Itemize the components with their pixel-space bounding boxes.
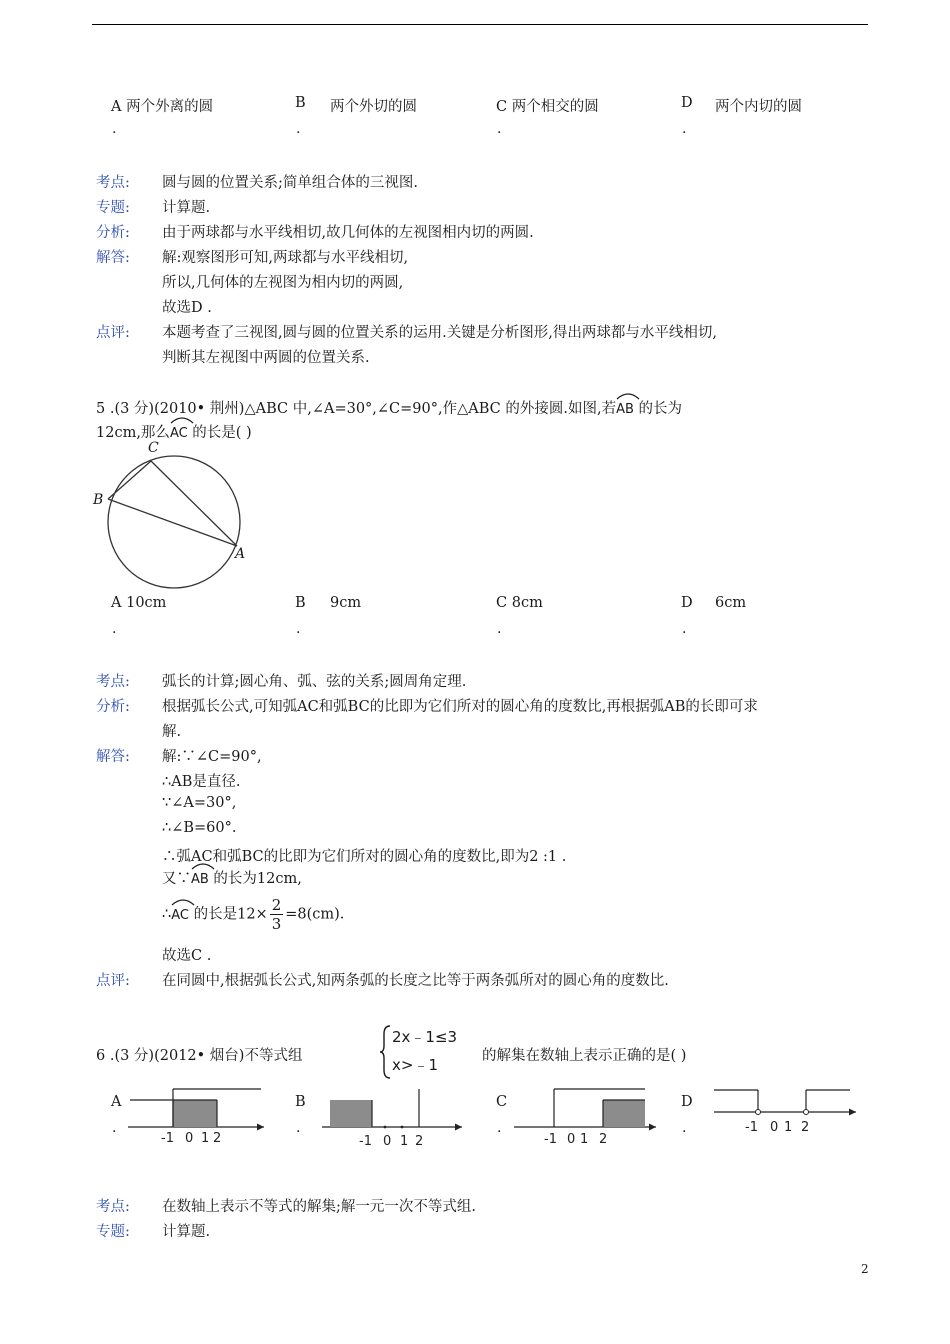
q4-fenxi: 由于两球都与水平线相切,故几何体的左视图相内切的两圆. [162, 225, 534, 241]
q4-kaodian: 圆与圆的位置关系;简单组合体的三视图. [162, 175, 418, 191]
q5-option-c: C 8cm [496, 595, 543, 611]
q5-option-d: 6cm [715, 595, 747, 611]
vertex-b-label: B [93, 492, 104, 508]
q4-jieda-line: 解:观察图形可知,两球都与水平线相切, [162, 250, 409, 266]
q6-stem-a: 6 .(3 分)(2012• 烟台)不等式组 [96, 1048, 303, 1064]
q5-dianping-label: 点评: [96, 973, 130, 989]
q5-jieda-line6: 又∵ AB 的长为12cm, [162, 866, 302, 888]
q4-option-b-letter: B [295, 95, 306, 111]
q5-option-b-letter: B [295, 595, 306, 611]
svg-text:0: 0 [383, 1134, 392, 1145]
arc-ac-symbol: AC [170, 420, 188, 441]
q5-jieda-line: 解:∵∠C=90°, [162, 749, 262, 765]
arc-ab-symbol: AB [616, 396, 634, 417]
q4-option-d: 两个内切的圆 [715, 99, 802, 115]
q5-fenxi-label: 分析: [96, 699, 130, 715]
svg-text:2: 2 [599, 1132, 608, 1145]
svg-text:2: 2 [213, 1131, 222, 1145]
svg-text:2: 2 [801, 1120, 810, 1135]
svg-text:-1: -1 [745, 1120, 758, 1135]
q5-jieda-line: 故选C . [162, 948, 212, 964]
q6-option-d-letter: D [681, 1094, 693, 1110]
q6-kaodian: 在数轴上表示不等式的解集;解一元一次不等式组. [162, 1199, 476, 1215]
q5-fenxi-line: 根据弧长公式,可知弧AC和弧BC的比即为它们所对的圆心角的度数比,再根据弧AB的长即可求 [162, 699, 758, 715]
svg-text:1: 1 [201, 1131, 210, 1145]
q4-option-c: C 两个相交的圆 [496, 99, 599, 115]
svg-text:0: 0 [185, 1131, 194, 1145]
q6-inequality-2: x>﹣1 [392, 1056, 438, 1074]
q5-option-a: A 10cm [111, 595, 167, 611]
q6-zhuanti: 计算题. [162, 1224, 211, 1240]
q5-kaodian: 弧长的计算;圆心角、弧、弦的关系;圆周角定理. [162, 674, 467, 690]
svg-text:0: 0 [770, 1120, 779, 1135]
q4-dianping-label: 点评: [96, 325, 130, 341]
svg-text:-1: -1 [161, 1131, 174, 1145]
q6-kaodian-label: 考点: [96, 1199, 130, 1215]
vertex-a-label: A [235, 546, 246, 562]
brace-icon [378, 1024, 392, 1080]
svg-text:1: 1 [580, 1132, 589, 1145]
q5-jieda-line: ∴AB是直径. [162, 774, 241, 790]
q5-fenxi-line: 解. [162, 724, 182, 740]
chord-bc [108, 461, 151, 499]
q4-jieda-line: 故选D . [162, 300, 212, 316]
q5-jieda-line: ∵∠A=30°, [162, 795, 237, 811]
q5-stem-line1: 5 .(3 分)(2010• 荆州)△ABC 中,∠A=30°,∠C=90°,作△ABC 的外接圆.如图,若 AB 的长为 [96, 396, 682, 418]
fraction-two-thirds: $\frac{2}{3}$ [271, 896, 282, 933]
q5-dianping: 在同圆中,根据弧长公式,知两条弧的长度之比等于两条弧所对的圆心角的度数比. [162, 973, 669, 989]
q6-option-a-letter: A [111, 1094, 122, 1110]
q6-inequality-1: 2x﹣1≤3 [392, 1028, 458, 1046]
q6-numberline-d [712, 1080, 862, 1140]
q5-stem-line2: 12cm,那么 AC 的长是( ) [96, 420, 252, 442]
chord-ba [108, 499, 237, 546]
q4-fenxi-label: 分析: [96, 225, 130, 241]
q6-numberline-b [322, 1085, 468, 1145]
q4-jieda-line: 所以,几何体的左视图为相内切的两圆, [162, 275, 404, 291]
q4-dianping-line: 本题考查了三视图,圆与圆的位置关系的运用.关键是分析图形,得出两球都与水平线相切, [162, 325, 717, 341]
arc-ac-symbol: AC [171, 902, 189, 923]
q4-option-d-letter: D [681, 95, 693, 111]
svg-text:-1: -1 [544, 1132, 557, 1145]
svg-text:-1: -1 [359, 1134, 372, 1145]
q6-numberline-c [514, 1085, 662, 1145]
q5-option-d-letter: D [681, 595, 693, 611]
q4-option-a: A 两个外离的圆 [111, 99, 214, 115]
q4-dianping-line: 判断其左视图中两圆的位置关系. [162, 350, 370, 366]
circumcircle [108, 456, 240, 588]
q5-jieda-line: ∴∠B=60°. [162, 820, 237, 836]
q6-option-b-letter: B [295, 1094, 306, 1110]
q4-zhuanti: 计算题. [162, 200, 211, 216]
svg-text:1: 1 [784, 1120, 793, 1135]
arc-ab-symbol: AB [191, 866, 209, 887]
q6-option-c-letter: C [496, 1094, 508, 1110]
q4-kaodian-label: 考点: [96, 175, 130, 191]
q5-jieda-line7: ∴ AC 的长是12× $\frac{2}{3}$ =8(cm). [162, 896, 345, 933]
q6-zhuanti-label: 专题: [96, 1224, 130, 1240]
q5-jieda-line: ∴弧AC和弧BC的比即为它们所对的圆心角的度数比,即为2 :1 . [162, 849, 567, 865]
q6-numberline-a [128, 1085, 270, 1145]
svg-text:2: 2 [415, 1134, 424, 1145]
vertex-c-label: C [148, 440, 159, 456]
q5-jieda-label: 解答: [96, 749, 130, 765]
svg-text:1: 1 [400, 1134, 409, 1145]
top-rule [92, 24, 868, 25]
q4-option-b: 两个外切的圆 [330, 99, 417, 115]
q4-jieda-label: 解答: [96, 250, 130, 266]
q6-stem-b: 的解集在数轴上表示正确的是( ) [482, 1048, 687, 1064]
chord-ca [151, 461, 237, 546]
svg-text:0: 0 [567, 1132, 576, 1145]
q5-kaodian-label: 考点: [96, 674, 130, 690]
q5-circle-figure [90, 436, 250, 596]
q5-option-b: 9cm [330, 595, 362, 611]
q4-zhuanti-label: 专题: [96, 200, 130, 216]
page-number: 2 [861, 1262, 869, 1276]
